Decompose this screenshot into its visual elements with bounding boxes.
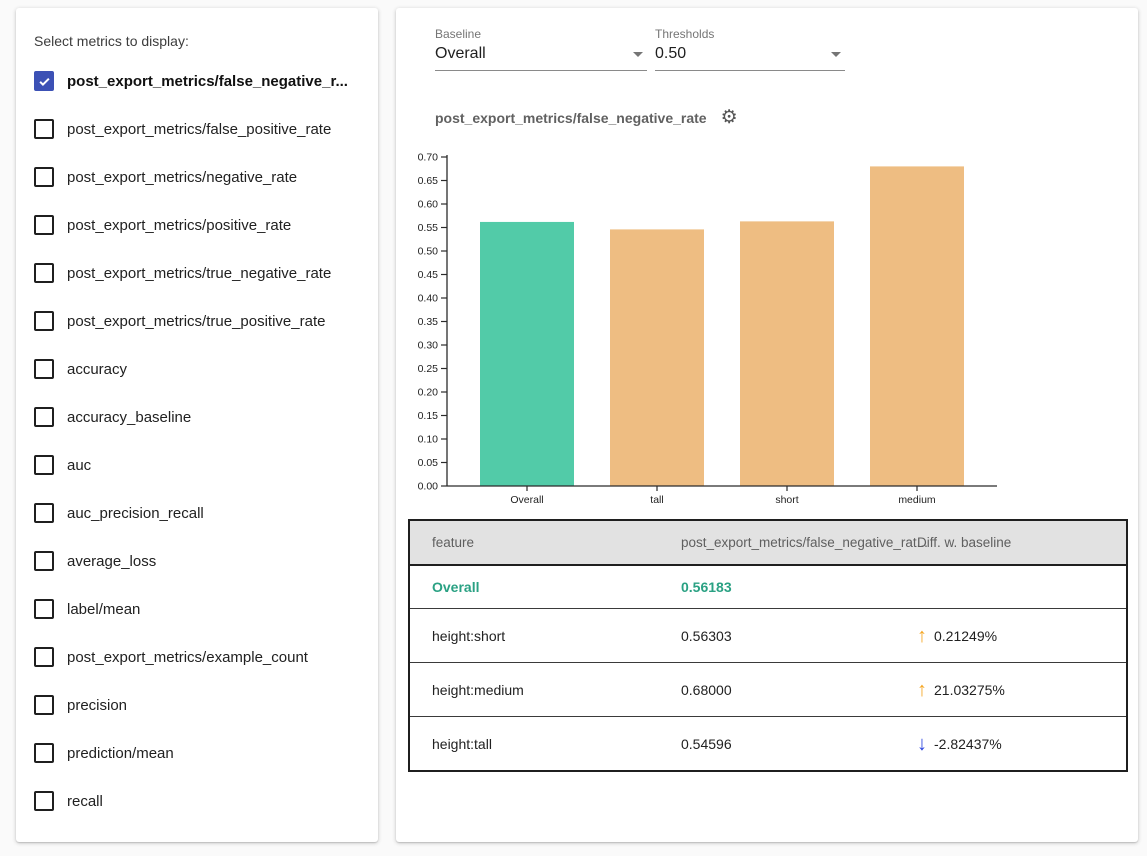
x-tick-label: tall	[650, 494, 664, 506]
baseline-select-value: Overall	[435, 45, 486, 62]
metric-checkbox-item[interactable]	[34, 345, 370, 393]
y-tick-label: 0.55	[417, 222, 438, 234]
metric-label: post_export_metrics/false_positive_rate	[67, 120, 332, 138]
y-tick-label: 0.25	[417, 363, 438, 375]
table-body	[410, 566, 1126, 770]
checkbox-unchecked-icon[interactable]	[34, 647, 54, 667]
baseline-select-label: Baseline	[435, 27, 482, 41]
metric-checkbox-item[interactable]	[34, 249, 370, 297]
table-header-metric: post_export_metrics/false_negative_rat...	[681, 535, 928, 550]
metric-checkbox-item[interactable]	[34, 201, 370, 249]
y-tick-label: 0.30	[417, 339, 438, 352]
x-tick-label: short	[775, 494, 799, 506]
metric-label: auc	[67, 456, 92, 474]
metric-label: accuracy	[67, 360, 128, 378]
metric-label: average_loss	[67, 552, 157, 570]
metric-label: label/mean	[67, 600, 141, 618]
up-arrow-icon: ↑	[917, 678, 927, 701]
metric-label: post_export_metrics/true_positive_rate	[67, 312, 326, 330]
metric-label: post_export_metrics/false_negative_r...	[67, 72, 348, 90]
checkbox-unchecked-icon[interactable]	[34, 311, 54, 331]
metric-label: post_export_metrics/true_negative_rate	[67, 264, 332, 282]
diff-cell	[895, 626, 1126, 646]
y-tick-label: 0.20	[417, 386, 438, 399]
x-tick-label: medium	[898, 494, 936, 506]
metric-label: accuracy_baseline	[67, 408, 192, 426]
thresholds-select[interactable]	[655, 27, 845, 71]
metric-checkbox-item[interactable]	[34, 441, 370, 489]
checkbox-unchecked-icon[interactable]	[34, 215, 54, 235]
checkbox-unchecked-icon[interactable]	[34, 599, 54, 619]
y-tick-label: 0.35	[417, 316, 438, 328]
metric-label: prediction/mean	[67, 744, 174, 762]
table-row	[410, 566, 1126, 609]
y-tick-label: 0.65	[417, 175, 438, 187]
y-tick-label: 0.10	[417, 433, 438, 446]
checkbox-unchecked-icon[interactable]	[34, 119, 54, 139]
metric-select-panel	[16, 8, 378, 842]
feature-cell: Overall	[432, 579, 480, 595]
metric-checkbox-item[interactable]	[34, 585, 370, 633]
table-header-row	[410, 521, 1126, 566]
bar-overall[interactable]	[480, 222, 574, 486]
metric-label: precision	[67, 696, 128, 714]
chart-title: post_export_metrics/false_negative_rate	[435, 109, 707, 126]
metric-checkbox-item[interactable]	[34, 393, 370, 441]
bar-medium[interactable]	[870, 166, 964, 486]
diff-value: -2.82437%	[934, 735, 1002, 752]
checkbox-unchecked-icon[interactable]	[34, 359, 54, 379]
gear-icon[interactable]: ⚙	[720, 107, 738, 128]
diff-value: 0.21249%	[934, 627, 998, 644]
table-row	[410, 663, 1126, 717]
x-tick-label: Overall	[510, 494, 544, 506]
table-header-feature: feature	[432, 535, 475, 550]
metrics-display-panel	[396, 8, 1138, 842]
metric-checkbox-item[interactable]	[34, 777, 370, 825]
diff-value: 21.03275%	[934, 681, 1005, 698]
bar-tall[interactable]	[610, 229, 704, 486]
y-tick-label: 0.00	[417, 480, 438, 493]
metric-label: auc_precision_recall	[67, 504, 204, 522]
table-header-diff: Diff. w. baseline	[917, 535, 1012, 550]
checkbox-unchecked-icon[interactable]	[34, 551, 54, 571]
y-tick-label: 0.50	[417, 245, 438, 258]
metric-label: post_export_metrics/example_count	[67, 648, 308, 666]
feature-cell: height:tall	[432, 735, 492, 752]
checkbox-unchecked-icon[interactable]	[34, 455, 54, 475]
chart-header	[435, 108, 738, 127]
y-tick-label: 0.70	[417, 151, 438, 164]
diff-cell	[895, 734, 1126, 754]
diff-cell	[895, 680, 1126, 700]
down-arrow-icon: ↓	[917, 732, 927, 755]
metric-label: post_export_metrics/positive_rate	[67, 216, 292, 234]
y-tick-label: 0.45	[417, 269, 438, 281]
chevron-down-icon	[633, 52, 643, 57]
y-tick-label: 0.40	[417, 292, 438, 305]
metric-checkbox-item[interactable]	[34, 105, 370, 153]
metric-checkbox-item[interactable]	[34, 297, 370, 345]
feature-cell: height:short	[432, 627, 506, 644]
baseline-select[interactable]	[435, 27, 647, 71]
bar-chart	[414, 148, 1020, 512]
metrics-table	[408, 519, 1128, 772]
metric-checkbox-item[interactable]	[34, 633, 370, 681]
feature-cell: height:medium	[432, 681, 524, 698]
metric-checkbox-item[interactable]	[34, 729, 370, 777]
metric-value-cell: 0.56183	[681, 579, 732, 595]
thresholds-select-label: Thresholds	[655, 27, 715, 41]
thresholds-select-value: 0.50	[655, 45, 687, 62]
y-tick-label: 0.60	[417, 198, 438, 211]
y-tick-label: 0.05	[417, 457, 438, 469]
metric-label: recall	[67, 792, 103, 810]
sidebar-title: Select metrics to display:	[34, 33, 189, 49]
checkbox-unchecked-icon[interactable]	[34, 695, 54, 715]
metric-checkbox-item[interactable]	[34, 153, 370, 201]
metric-list	[34, 57, 370, 825]
checkbox-unchecked-icon[interactable]	[34, 791, 54, 811]
checkbox-checked-icon[interactable]	[34, 71, 54, 91]
metric-value-cell: 0.68000	[681, 681, 732, 698]
y-tick-label: 0.15	[417, 410, 438, 422]
chevron-down-icon	[831, 52, 841, 57]
checkbox-unchecked-icon[interactable]	[34, 167, 54, 187]
checkbox-unchecked-icon[interactable]	[34, 743, 54, 763]
metric-checkbox-item[interactable]	[34, 489, 370, 537]
metric-checkbox-item[interactable]	[34, 57, 370, 105]
table-row	[410, 717, 1126, 770]
checkbox-unchecked-icon[interactable]	[34, 407, 54, 427]
up-arrow-icon: ↑	[917, 624, 927, 647]
metric-value-cell: 0.56303	[681, 627, 732, 644]
checkbox-unchecked-icon[interactable]	[34, 503, 54, 523]
bar-short[interactable]	[740, 221, 834, 486]
metric-checkbox-item[interactable]	[34, 681, 370, 729]
table-row	[410, 609, 1126, 663]
checkbox-unchecked-icon[interactable]	[34, 263, 54, 283]
metric-value-cell: 0.54596	[681, 735, 732, 752]
metric-checkbox-item[interactable]	[34, 537, 370, 585]
checkmark-icon	[37, 74, 52, 89]
metric-label: post_export_metrics/negative_rate	[67, 168, 298, 186]
